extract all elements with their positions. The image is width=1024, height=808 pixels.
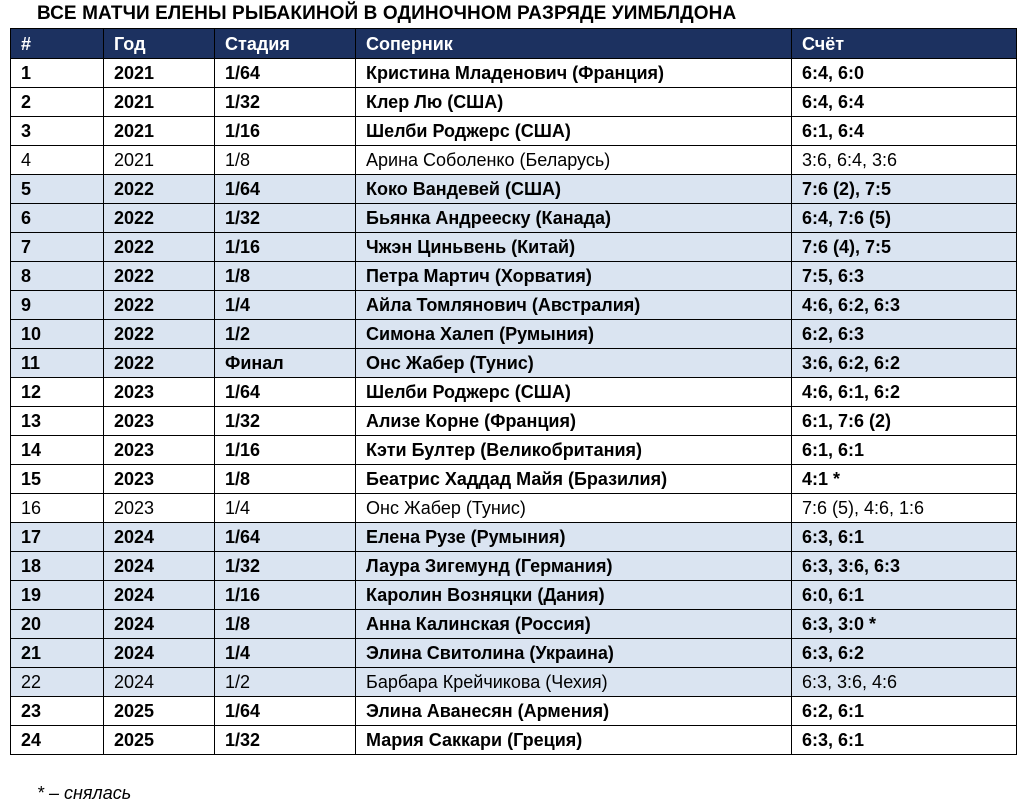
- column-header-score: Счёт: [792, 29, 1017, 59]
- table-row: [11, 175, 1017, 204]
- cell-number: 21: [11, 639, 104, 668]
- cell-score: 6:1, 6:1: [792, 436, 1017, 465]
- cell-opponent: Онс Жабер (Тунис): [356, 494, 792, 523]
- table-row: [11, 88, 1017, 117]
- cell-opponent: Каролин Возняцки (Дания): [356, 581, 792, 610]
- cell-score: 6:3, 6:1: [792, 726, 1017, 755]
- table-row: [11, 378, 1017, 407]
- table-row: [11, 726, 1017, 755]
- table-row: [11, 610, 1017, 639]
- cell-year: 2023: [104, 436, 215, 465]
- cell-score: 7:5, 6:3: [792, 262, 1017, 291]
- cell-number: 3: [11, 117, 104, 146]
- cell-stage: 1/4: [215, 494, 356, 523]
- cell-number: 23: [11, 697, 104, 726]
- cell-number: 4: [11, 146, 104, 175]
- cell-opponent: Барбара Крейчикова (Чехия): [356, 668, 792, 697]
- cell-score: 6:4, 7:6 (5): [792, 204, 1017, 233]
- cell-opponent: Петра Мартич (Хорватия): [356, 262, 792, 291]
- cell-score: 6:2, 6:1: [792, 697, 1017, 726]
- table-row: [11, 349, 1017, 378]
- cell-number: 20: [11, 610, 104, 639]
- cell-opponent: Айла Томлянович (Австралия): [356, 291, 792, 320]
- table-row: [11, 697, 1017, 726]
- footnote: * – снялась: [37, 783, 132, 803]
- cell-score: 4:6, 6:2, 6:3: [792, 291, 1017, 320]
- cell-score: 4:6, 6:1, 6:2: [792, 378, 1017, 407]
- cell-stage: 1/16: [215, 436, 356, 465]
- cell-opponent: Беатрис Хаддад Майя (Бразилия): [356, 465, 792, 494]
- cell-year: 2024: [104, 523, 215, 552]
- cell-opponent: Элина Аванесян (Армения): [356, 697, 792, 726]
- results-table: [10, 28, 1017, 755]
- cell-opponent: Чжэн Циньвень (Китай): [356, 233, 792, 262]
- cell-year: 2024: [104, 552, 215, 581]
- cell-number: 15: [11, 465, 104, 494]
- cell-score: 3:6, 6:2, 6:2: [792, 349, 1017, 378]
- cell-year: 2025: [104, 697, 215, 726]
- column-header-stage: Стадия: [215, 29, 356, 59]
- cell-opponent: Кэти Бултер (Великобритания): [356, 436, 792, 465]
- cell-stage: Финал: [215, 349, 356, 378]
- cell-score: 6:3, 3:6, 4:6: [792, 668, 1017, 697]
- page-title: ВСЕ МАТЧИ ЕЛЕНЫ РЫБАКИНОЙ В ОДИНОЧНОМ РАЗРЯДЕ УИМБЛДОНА: [37, 3, 737, 24]
- cell-year: 2022: [104, 262, 215, 291]
- table-row: [11, 320, 1017, 349]
- table-row: [11, 117, 1017, 146]
- cell-score: 7:6 (4), 7:5: [792, 233, 1017, 262]
- cell-number: 17: [11, 523, 104, 552]
- cell-number: 11: [11, 349, 104, 378]
- cell-score: 6:3, 3:6, 6:3: [792, 552, 1017, 581]
- cell-opponent: Арина Соболенко (Беларусь): [356, 146, 792, 175]
- cell-number: 14: [11, 436, 104, 465]
- cell-opponent: Анна Калинская (Россия): [356, 610, 792, 639]
- cell-opponent: Мария Саккари (Греция): [356, 726, 792, 755]
- cell-stage: 1/64: [215, 378, 356, 407]
- cell-year: 2022: [104, 349, 215, 378]
- cell-opponent: Елена Рузе (Румыния): [356, 523, 792, 552]
- table-row: [11, 407, 1017, 436]
- cell-score: 7:6 (2), 7:5: [792, 175, 1017, 204]
- cell-opponent: Симона Халеп (Румыния): [356, 320, 792, 349]
- cell-year: 2021: [104, 59, 215, 88]
- cell-year: 2024: [104, 639, 215, 668]
- table-row: [11, 59, 1017, 88]
- cell-stage: 1/16: [215, 581, 356, 610]
- cell-stage: 1/32: [215, 204, 356, 233]
- cell-number: 10: [11, 320, 104, 349]
- cell-stage: 1/64: [215, 59, 356, 88]
- cell-score: 6:4, 6:0: [792, 59, 1017, 88]
- cell-stage: 1/4: [215, 639, 356, 668]
- table-row: [11, 494, 1017, 523]
- cell-number: 1: [11, 59, 104, 88]
- table-row: [11, 204, 1017, 233]
- cell-number: 5: [11, 175, 104, 204]
- cell-stage: 1/8: [215, 146, 356, 175]
- cell-number: 12: [11, 378, 104, 407]
- table-row: [11, 146, 1017, 175]
- cell-stage: 1/2: [215, 668, 356, 697]
- cell-stage: 1/8: [215, 465, 356, 494]
- cell-opponent: Клер Лю (США): [356, 88, 792, 117]
- cell-stage: 1/8: [215, 262, 356, 291]
- column-header-year: Год: [104, 29, 215, 59]
- cell-opponent: Онс Жабер (Тунис): [356, 349, 792, 378]
- cell-stage: 1/64: [215, 523, 356, 552]
- cell-stage: 1/32: [215, 552, 356, 581]
- cell-year: 2022: [104, 320, 215, 349]
- cell-opponent: Коко Вандевей (США): [356, 175, 792, 204]
- table-row: [11, 523, 1017, 552]
- column-header-number: #: [11, 29, 104, 59]
- table-row: [11, 668, 1017, 697]
- cell-year: 2021: [104, 117, 215, 146]
- cell-stage: 1/16: [215, 233, 356, 262]
- cell-year: 2022: [104, 233, 215, 262]
- cell-opponent: Бьянка Андрееску (Канада): [356, 204, 792, 233]
- cell-number: 9: [11, 291, 104, 320]
- column-header-opponent: Соперник: [356, 29, 792, 59]
- table-row: [11, 552, 1017, 581]
- table-row: [11, 436, 1017, 465]
- cell-number: 16: [11, 494, 104, 523]
- cell-year: 2021: [104, 146, 215, 175]
- cell-opponent: Шелби Роджерс (США): [356, 117, 792, 146]
- table-row: [11, 233, 1017, 262]
- cell-stage: 1/64: [215, 697, 356, 726]
- cell-score: 6:4, 6:4: [792, 88, 1017, 117]
- cell-stage: 1/8: [215, 610, 356, 639]
- cell-year: 2022: [104, 204, 215, 233]
- cell-number: 24: [11, 726, 104, 755]
- table-row: [11, 262, 1017, 291]
- cell-stage: 1/16: [215, 117, 356, 146]
- cell-score: 6:3, 6:2: [792, 639, 1017, 668]
- table-row: [11, 291, 1017, 320]
- cell-year: 2024: [104, 581, 215, 610]
- cell-year: 2022: [104, 291, 215, 320]
- cell-opponent: Лаура Зигемунд (Германия): [356, 552, 792, 581]
- cell-score: 6:1, 6:4: [792, 117, 1017, 146]
- cell-year: 2023: [104, 378, 215, 407]
- cell-number: 19: [11, 581, 104, 610]
- cell-year: 2025: [104, 726, 215, 755]
- cell-year: 2024: [104, 610, 215, 639]
- cell-year: 2023: [104, 407, 215, 436]
- cell-number: 13: [11, 407, 104, 436]
- cell-year: 2023: [104, 465, 215, 494]
- cell-number: 22: [11, 668, 104, 697]
- cell-opponent: Кристина Младенович (Франция): [356, 59, 792, 88]
- table-header-row: [11, 29, 1017, 59]
- cell-year: 2022: [104, 175, 215, 204]
- table-row: [11, 465, 1017, 494]
- table-row: [11, 639, 1017, 668]
- cell-number: 18: [11, 552, 104, 581]
- cell-number: 8: [11, 262, 104, 291]
- cell-year: 2024: [104, 668, 215, 697]
- cell-year: 2021: [104, 88, 215, 117]
- cell-score: 4:1 *: [792, 465, 1017, 494]
- cell-number: 6: [11, 204, 104, 233]
- table-row: [11, 581, 1017, 610]
- cell-score: 6:0, 6:1: [792, 581, 1017, 610]
- cell-opponent: Элина Свитолина (Украина): [356, 639, 792, 668]
- cell-stage: 1/64: [215, 175, 356, 204]
- cell-number: 2: [11, 88, 104, 117]
- cell-score: 3:6, 6:4, 3:6: [792, 146, 1017, 175]
- cell-opponent: Шелби Роджерс (США): [356, 378, 792, 407]
- cell-stage: 1/32: [215, 726, 356, 755]
- cell-number: 7: [11, 233, 104, 262]
- cell-year: 2023: [104, 494, 215, 523]
- cell-stage: 1/2: [215, 320, 356, 349]
- cell-stage: 1/4: [215, 291, 356, 320]
- cell-score: 6:2, 6:3: [792, 320, 1017, 349]
- cell-score: 6:1, 7:6 (2): [792, 407, 1017, 436]
- cell-opponent: Ализе Корне (Франция): [356, 407, 792, 436]
- table-body: [11, 59, 1017, 755]
- cell-score: 7:6 (5), 4:6, 1:6: [792, 494, 1017, 523]
- cell-score: 6:3, 3:0 *: [792, 610, 1017, 639]
- cell-score: 6:3, 6:1: [792, 523, 1017, 552]
- cell-stage: 1/32: [215, 407, 356, 436]
- cell-stage: 1/32: [215, 88, 356, 117]
